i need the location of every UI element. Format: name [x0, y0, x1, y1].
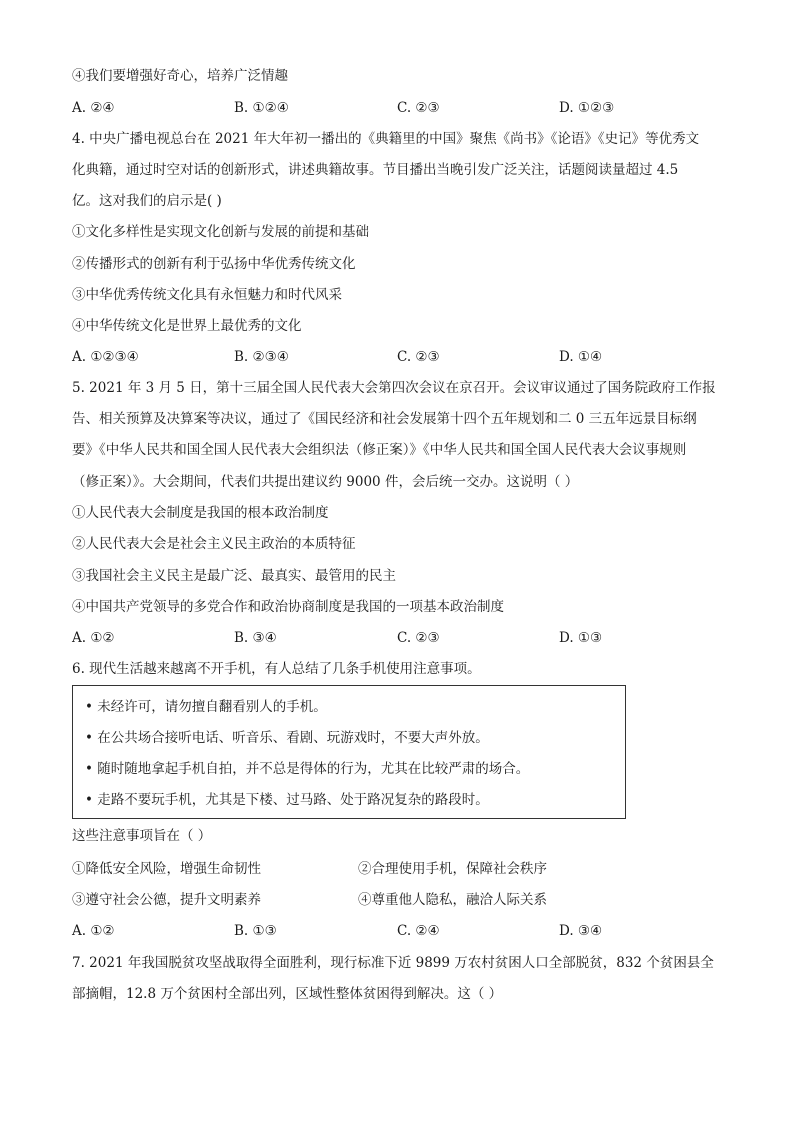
q4-stem-line-3: 亿。这对我们的启示是( ) — [72, 193, 222, 209]
q6-option-d[interactable]: D. ③④ — [559, 923, 603, 939]
q6-tip-1: • 未经许可，请勿擅自翻看别人的手机。 — [85, 699, 327, 715]
q7-stem-line-1: 7. 2021 年我国脱贫攻坚战取得全面胜利，现行标准下近 9899 万农村贫困人口全部脱贫，832 个贫困县全 — [72, 955, 714, 971]
q4-item-4: ④中华传统文化是世界上最优秀的文化 — [72, 318, 302, 334]
q6-item-4: ④尊重他人隐私，融洽人际关系 — [358, 892, 547, 908]
q5-option-d[interactable]: D. ①③ — [559, 630, 603, 646]
q5-options — [72, 628, 732, 648]
q4-stem-line-1: 4. 中央广播电视总台在 2021 年大年初一播出的《典籍里的中国》聚焦《尚书》《论语》《史记》等优秀文 — [72, 131, 700, 147]
q5-item-3: ③我国社会主义民主是最广泛、最真实、最管用的民主 — [72, 568, 396, 584]
q6-tips-box — [72, 685, 626, 819]
q5-option-c[interactable]: C. ②③ — [397, 630, 440, 646]
q5-item-2: ②人民代表大会是社会主义民主政治的本质特征 — [72, 536, 356, 552]
q4-option-a[interactable]: A. ①②③④ — [72, 349, 139, 365]
q3-option-d[interactable]: D. ①②③ — [559, 100, 615, 116]
q7-stem-line-2: 部摘帽，12.8 万个贫困村全部出列，区域性整体贫困得到解决。这（ ） — [72, 986, 503, 1002]
q5-stem-line-4: （修正案）》。大会期间，代表们共提出建议约 9000 件，会后统一交办。这说明（ ） — [72, 474, 579, 490]
q4-options — [72, 347, 732, 367]
q3-option-a[interactable]: A. ②④ — [72, 100, 115, 116]
q6-option-b[interactable]: B. ①③ — [234, 923, 277, 939]
q6-option-c[interactable]: C. ②④ — [397, 923, 440, 939]
q3-option-b[interactable]: B. ①②④ — [234, 100, 289, 116]
q6-option-a[interactable]: A. ①② — [72, 923, 115, 939]
q5-option-a[interactable]: A. ①② — [72, 630, 115, 646]
q5-stem-line-1: 5. 2021 年 3 月 5 日，第十三届全国人民代表大会第四次会议在京召开。会议审议通过了国务院政府工作报 — [72, 380, 716, 396]
q6-item-2: ②合理使用手机，保障社会秩序 — [358, 861, 547, 877]
q4-option-c[interactable]: C. ②③ — [397, 349, 440, 365]
q5-stem-line-3: 要》《中华人民共和国全国人民代表大会组织法（修正案）》《中华人民共和国全国人民代表大会议事规则 — [72, 442, 687, 458]
q4-stem-line-2: 化典籍，通过时空对话的创新形式，讲述典籍故事。节目播出当晚引发广泛关注，话题阅读量超过 4.5 — [72, 162, 679, 178]
q5-item-4: ④中国共产党领导的多党合作和政治协商制度是我国的一项基本政治制度 — [72, 599, 504, 615]
q4-option-d[interactable]: D. ①④ — [559, 349, 603, 365]
q6-item-1: ①降低安全风险，增强生命韧性 — [72, 861, 261, 877]
q5-item-1: ①人民代表大会制度是我国的根本政治制度 — [72, 505, 329, 521]
q5-stem-line-2: 告、相关预算及决算案等决议，通过了《国民经济和社会发展第十四个五年规划和二 0 三五年远景目标纲 — [72, 411, 697, 427]
q6-options — [72, 921, 732, 941]
q6-tip-2: • 在公共场合接听电话、听音乐、看剧、玩游戏时，不要大声外放。 — [85, 730, 489, 746]
q6-stem: 6. 现代生活越来越离不开手机，有人总结了几条手机使用注意事项。 — [72, 661, 481, 677]
q3-option-c[interactable]: C. ②③ — [397, 100, 440, 116]
q6-items-row-1 — [72, 859, 732, 879]
q4-item-3: ③中华优秀传统文化具有永恒魅力和时代风采 — [72, 287, 342, 303]
q4-option-b[interactable]: B. ②③④ — [234, 349, 289, 365]
q6-tip-3: • 随时随地拿起手机自拍，并不总是得体的行为，尤其在比较严肃的场合。 — [85, 761, 530, 777]
q4-item-1: ①文化多样性是实现文化创新与发展的前提和基础 — [72, 224, 369, 240]
q3-options — [72, 98, 732, 118]
q5-option-b[interactable]: B. ③④ — [234, 630, 277, 646]
q3-item-4: ④我们要增强好奇心，培养广泛情趣 — [72, 68, 288, 84]
q6-item-3: ③遵守社会公德，提升文明素养 — [72, 892, 261, 908]
q6-question: 这些注意事项旨在（ ） — [72, 828, 212, 844]
q6-items-row-2 — [72, 890, 732, 910]
q4-item-2: ②传播形式的创新有利于弘扬中华优秀传统文化 — [72, 256, 356, 272]
q6-tip-4: • 走路不要玩手机，尤其是下楼、过马路、处于路况复杂的路段时。 — [85, 792, 489, 808]
